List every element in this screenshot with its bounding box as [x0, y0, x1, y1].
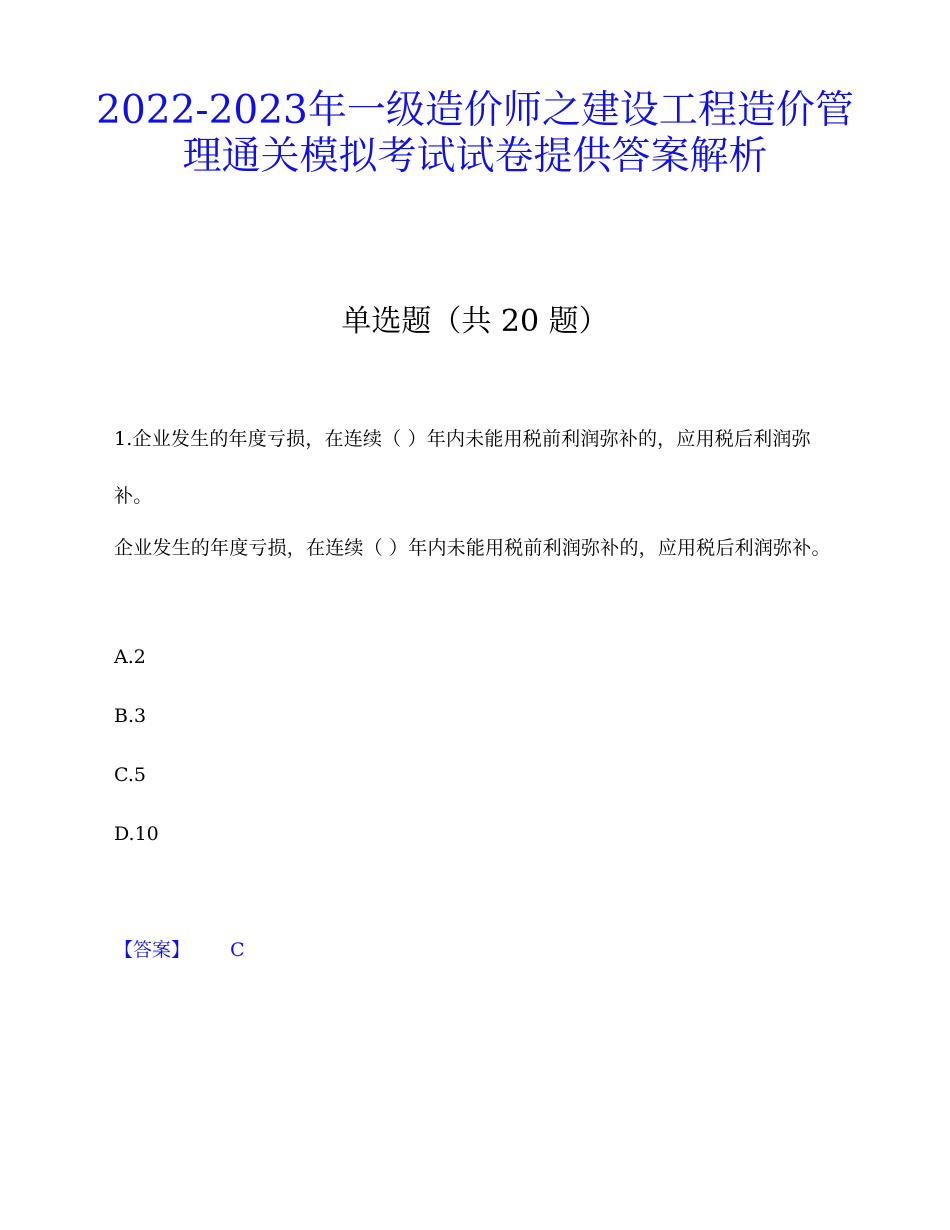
question-stem-repeat: 企业发生的年度亏损，在连续（ ）年内未能用税前利润弥补的，应用税后利润弥补。 [114, 537, 831, 559]
document-title: 2022-2023年一级造价师之建设工程造价管理通关模拟考试试卷提供答案解析 [96, 88, 854, 179]
question-stem: 1.企业发生的年度亏损，在连续（ ）年内未能用税前利润弥补的，应用税后利润弥补。 [114, 428, 811, 507]
answer-row [114, 935, 245, 965]
section-heading: 单选题（共 20 题） [341, 304, 609, 339]
option-d: D.10 [114, 823, 159, 845]
answer-label: 【答案】 [114, 939, 191, 961]
option-a: A.2 [114, 646, 146, 668]
option-c: C.5 [114, 764, 146, 786]
answer-value: C [230, 939, 245, 961]
option-b: B.3 [114, 705, 147, 727]
